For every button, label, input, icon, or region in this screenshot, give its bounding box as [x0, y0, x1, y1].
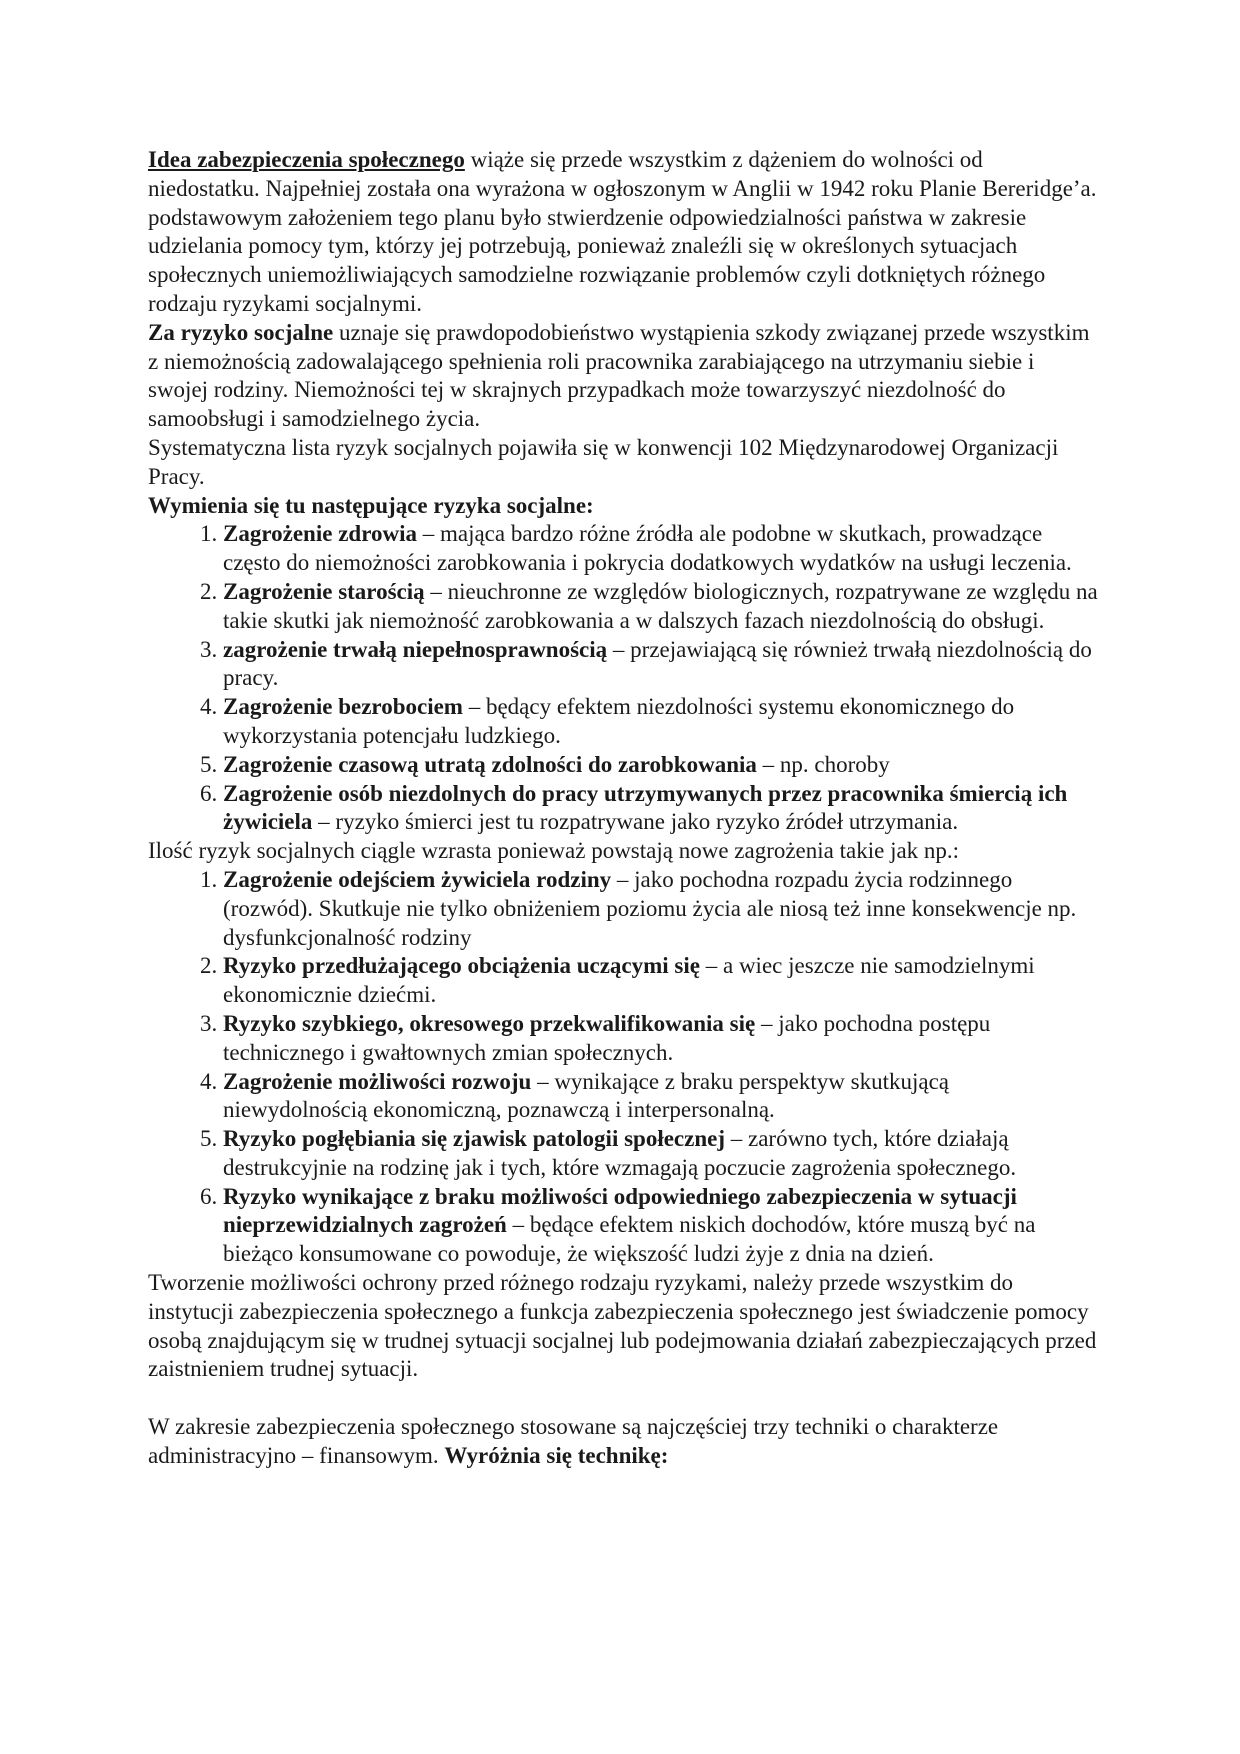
risk-definition-term: Za ryzyko socjalne	[148, 319, 334, 345]
list-item	[223, 578, 1098, 636]
list-item	[223, 751, 1098, 780]
list-item-text: – będące efektem niskich dochodów, które muszą być na bieżąco konsumowane co powoduje, że większość ludzi żyje z dnia na dzień.	[223, 1212, 1036, 1267]
list-item-text: – zarówno tych, które działają destrukcyjnie na rodzinę jak i tych, które wzmagają poczucie zagrożenia społecznego.	[223, 1126, 1017, 1180]
list-item-text: – wynikające z braku perspektyw skutkującą niewydolnością ekonomiczną, poznawczą i interpersonalną.	[223, 1068, 949, 1123]
list2-intro: Ilość ryzyk socjalnych ciągle wzrasta ponieważ powstają nowe zagrożenia takie jak np.:	[148, 838, 960, 864]
list-item-text: – przejawiającą się również trwałą niezdolnością do pracy.	[223, 636, 1092, 691]
techniques-text: W zakresie zabezpieczenia społecznego stosowane są najczęściej trzy techniki o charakterze administracyjno – finansowym.	[148, 1414, 999, 1469]
list-item-term: Ryzyko szybkiego, okresowego przekwalifikowania się	[223, 1010, 756, 1036]
list-item	[223, 866, 1098, 952]
list-item	[223, 636, 1098, 694]
list-item-term: Zagrożenie czasową utratą zdolności do zarobkowania	[223, 751, 757, 777]
list-item	[223, 1010, 1098, 1068]
list-item	[223, 1068, 1098, 1126]
list-item-term: zagrożenie trwałą niepełnosprawnością	[223, 636, 608, 662]
techniques-paragraph	[148, 1413, 1098, 1471]
risk-list-new	[148, 866, 1098, 1269]
list-item	[223, 693, 1098, 751]
list-item	[223, 1183, 1098, 1269]
list-item-text: – jako pochodna rozpadu życia rodzinnego (rozwód). Skutkuje nie tylko obniżeniem poziomu życia ale niosą też inne konsekwencje np. dysfunkcjonalność rodziny	[223, 866, 1077, 950]
systematic-paragraph: Systematyczna lista ryzyk socjalnych pojawiła się w konwencji 102 Międzynarodowej Organizacji Pracy.	[148, 434, 1059, 489]
list-item-text: – ryzyko śmierci jest tu rozpatrywane jako ryzyko źródeł utrzymania.	[312, 809, 959, 835]
list-item-text: – np. choroby	[756, 751, 890, 777]
list-item-text: – mająca bardzo różne źródła ale podobne w skutkach, prowadzące często do niemożności zarobkowania i pokrycia dodatkowych wydatków na usługi leczenia.	[223, 521, 1072, 576]
list1-heading	[148, 492, 1098, 521]
list-item-text: – nieuchronne ze względów biologicznych, rozpatrywane ze względu na takie skutki jak niemożność zarobkowania a w dalszych fazach niezdolnością do obsługi.	[223, 578, 1098, 633]
list-item	[223, 520, 1098, 578]
list-item	[223, 780, 1098, 838]
risk-list-primary	[148, 520, 1098, 837]
list-item	[223, 952, 1098, 1010]
paragraph-gap	[148, 1384, 1098, 1413]
list1-heading-text: Wymienia się tu następujące ryzyka socjalne:	[148, 492, 594, 518]
risk-definition-paragraph	[148, 319, 1098, 434]
list-item-term: Zagrożenie starością	[223, 578, 425, 604]
list-item-term: Ryzyko pogłębiania się zjawisk patologii społecznej	[223, 1126, 726, 1152]
document-page	[148, 146, 1098, 1471]
list-item	[223, 1125, 1098, 1183]
intro-title: Idea zabezpieczenia społecznego	[148, 147, 465, 172]
list-item-term: Zagrożenie odejściem żywiciela rodziny	[223, 866, 612, 892]
intro-paragraph	[148, 146, 1098, 319]
list-item-text: – jako pochodna postępu technicznego i gwałtownych zmian społecznych.	[223, 1010, 991, 1065]
list-item-term: Ryzyko wynikające z braku możliwości odpowiedniego zabezpieczenia w sytuacji nieprzewidzialnych zagrożeń	[223, 1183, 1017, 1238]
list-item-term: Zagrożenie zdrowia	[223, 521, 417, 547]
list-item-term: Zagrożenie osób niezdolnych do pracy utrzymywanych przez pracownika śmiercią ich żywiciela	[223, 780, 1068, 835]
list-item-term: Zagrożenie możliwości rozwoju	[223, 1068, 532, 1094]
list-item-text: – a wiec jeszcze nie samodzielnymi ekonomicznie dziećmi.	[223, 953, 1035, 1008]
list-item-term: Ryzyko przedłużającego obciążenia uczącymi się	[223, 953, 700, 979]
protection-paragraph: Tworzenie możliwości ochrony przed różnego rodzaju ryzykami, należy przede wszystkim do instytucji zabezpieczenia społecznego a funkcja zabezpieczenia społecznego jest świadczenie pomocy osobą znajdującym się w trudnej sytuacji socjalnej lub podejmowania działań zabezpieczających przed zaistnieniem trudnej sytuacji.	[148, 1270, 1097, 1382]
risk-definition-text: uznaje się prawdopodobieństwo wystąpienia szkody związanej przede wszystkim z niemożnością zadowalającego spełnienia roli pracownika zarabiającego na utrzymaniu siebie i swojej rodziny. Niemożności tej w skrajnych przypadkach może towarzyszyć niezdolność do samoobsługi i samodzielnego życia.	[148, 319, 1090, 432]
list-item-text: – będący efektem niezdolności systemu ekonomicznego do wykorzystania potencjału ludzkiego.	[223, 694, 1015, 748]
techniques-bold: Wyróżnia się technikę:	[444, 1443, 669, 1469]
intro-text: wiąże się przede wszystkim z dążeniem do wolności od niedostatku. Najpełniej została ona wyrażona w ogłoszonym w Anglii w 1942 roku Planie Bereridge’a. podstawowym założeniem tego planu było stwierdzenie odpowiedzialności państwa w zakresie udzielania pomocy tym, którzy jej potrzebują, ponieważ znaleźli się w określonych sytuacjach społecznych uniemożliwiających samodzielne rozwiązanie problemów czyli dotkniętych różnego rodzaju ryzykami socjalnymi.	[148, 147, 1097, 316]
list-item-term: Zagrożenie bezrobociem	[223, 694, 463, 720]
